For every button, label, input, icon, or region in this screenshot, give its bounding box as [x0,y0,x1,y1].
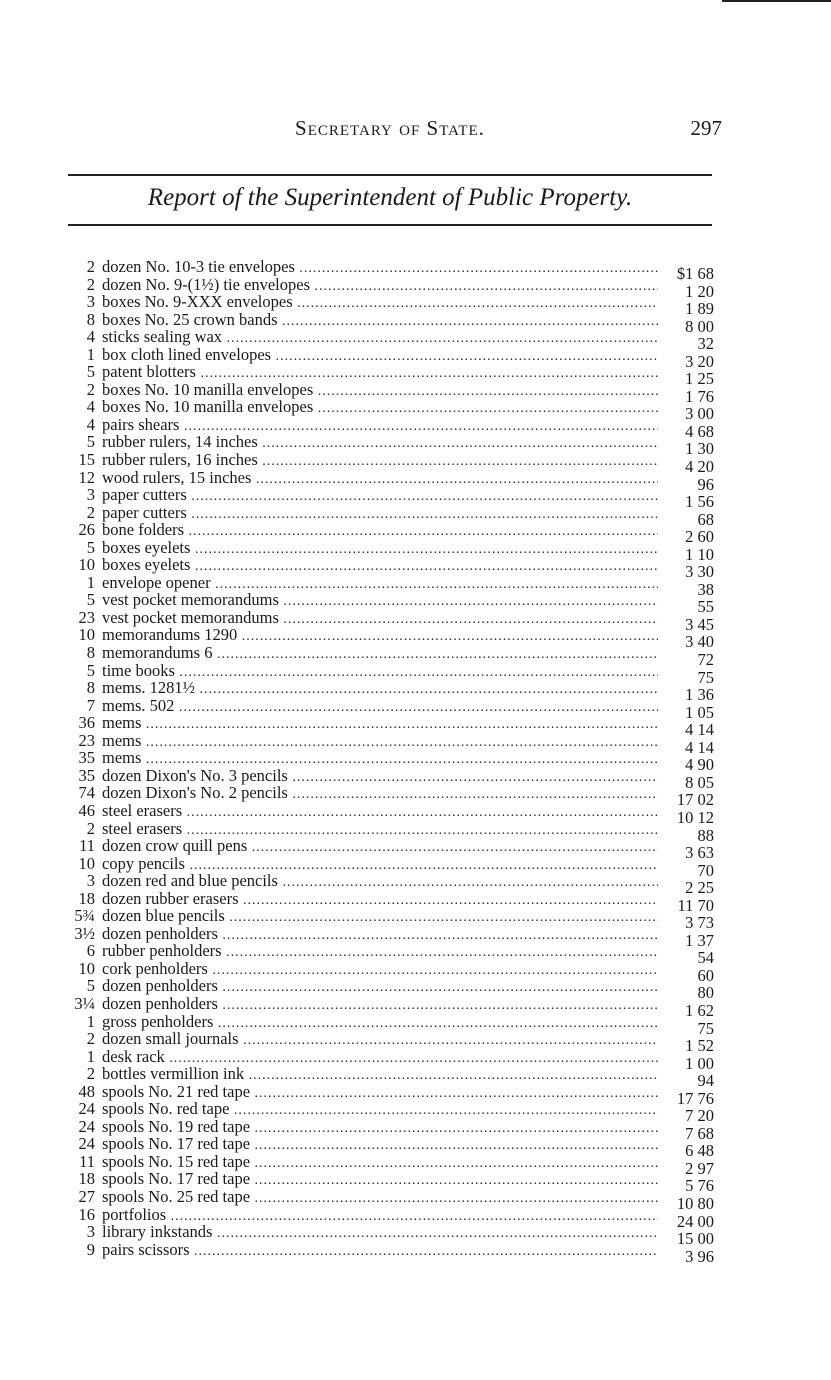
amount: 68 [697,509,714,529]
amount: 1 30 [685,439,714,459]
amount: 7 20 [685,1106,714,1126]
item-description: mems ..... [102,732,658,752]
quantity: 4 [86,414,95,434]
amount: 1 10 [685,544,714,564]
item-description: patent blotters ..... [102,363,658,383]
ledger-row [62,1222,722,1249]
quantity: 35 [78,765,95,785]
item-description: memorandums 1290 ..... [102,626,658,646]
quantity: 18 [78,888,95,908]
quantity: 3½ [74,923,95,943]
quantity: 1 [86,1046,95,1066]
amount: 1 05 [685,702,714,722]
amount: 3 40 [685,632,714,652]
amount: 8 00 [685,316,714,336]
quantity: 8 [86,643,95,663]
item-description: copy pencils ..... [102,855,658,875]
amount: 4 20 [685,457,714,477]
item-description: dozen blue pencils ..... [102,907,658,927]
quantity: 24 [78,1116,95,1136]
item-description: dozen small journals ..... [102,1030,658,1050]
amount: 17 76 [676,1088,714,1108]
page-number: 297 [690,116,722,140]
amount: 3 00 [685,404,714,424]
ledger-row [62,818,722,845]
item-description: spools No. 15 red tape ..... [102,1153,658,1173]
item-description: mems ..... [102,714,658,734]
ledger-row [62,1029,722,1056]
amount: 32 [697,334,714,354]
amount: 1 56 [685,492,714,512]
quantity: 3 [86,485,95,505]
amount: 17 02 [676,790,714,810]
quantity: 5 [86,537,95,557]
amount: 75 [697,1018,714,1038]
item-description: portfolios ..... [102,1206,658,1226]
amount: 88 [697,825,714,845]
amount: 5 76 [685,1176,714,1196]
amount: 1 62 [685,1000,714,1020]
quantity: 3 [86,292,95,312]
item-description: bone folders ..... [102,521,658,541]
item-description: rubber rulers, 14 inches ..... [102,433,658,453]
item-description: spools No. red tape ..... [102,1100,658,1120]
quantity: 2 [86,1029,95,1049]
item-description: vest pocket memorandums ..... [102,591,658,611]
item-description: time books ..... [102,662,658,682]
ledger-table [62,257,722,1266]
quantity: 1 [86,1011,95,1031]
item-description: mems. 502 ..... [102,697,658,717]
amount: 3 73 [685,913,714,933]
quantity: 5 [86,362,95,382]
amount: 96 [697,474,714,494]
quantity: 26 [78,520,95,540]
amount: 60 [697,965,714,985]
item-description: box cloth lined envelopes ..... [102,346,658,366]
item-description: mems ..... [102,749,658,769]
amount: 55 [697,597,714,617]
item-description: dozen penholders ..... [102,977,658,997]
quantity: 15 [78,450,95,470]
ledger-row [62,397,722,424]
amount: 7 68 [685,1123,714,1143]
item-description: library inkstands ..... [102,1223,658,1243]
amount: 2 60 [685,527,714,547]
header-rule-top [68,174,712,176]
quantity: 5 [86,590,95,610]
amount: 94 [697,1071,714,1091]
quantity: 23 [78,607,95,627]
amount: 3 20 [685,351,714,371]
quantity: 3¼ [74,993,95,1013]
quantity: 5 [86,976,95,996]
amount: 75 [697,667,714,687]
amount: 4 14 [685,737,714,757]
item-description: paper cutters ..... [102,486,658,506]
amount: 2 97 [685,1158,714,1178]
quantity: 35 [78,748,95,768]
quantity: 4 [86,327,95,347]
quantity: 24 [78,1099,95,1119]
amount: 15 00 [676,1229,714,1249]
quantity: 36 [78,713,95,733]
amount: 10 12 [676,807,714,827]
amount: 10 80 [676,1193,714,1213]
quantity: 10 [78,958,95,978]
top-edge-rule [722,0,831,2]
ledger-row [62,643,722,670]
quantity: 1 [86,572,95,592]
item-description: boxes No. 9-XXX envelopes ..... [102,293,658,313]
quantity: 6 [86,941,95,961]
item-description: dozen crow quill pens ..... [102,837,658,857]
amount: 4 68 [685,421,714,441]
ledger-row [62,1011,722,1038]
ledger-row [62,1204,722,1231]
item-description: bottles vermillion ink ..... [102,1065,658,1085]
ledger-row [62,625,722,652]
item-description: rubber penholders ..... [102,942,658,962]
quantity: 5 [86,432,95,452]
quantity: 48 [78,1081,95,1101]
amount: 70 [697,860,714,880]
item-description: gross penholders ..... [102,1013,658,1033]
quantity: 10 [78,555,95,575]
item-description: paper cutters ..... [102,504,658,524]
quantity: 5 [86,660,95,680]
amount: 8 05 [685,772,714,792]
item-description: desk rack ..... [102,1048,658,1068]
ledger-row [62,520,722,547]
item-description: sticks sealing wax ..... [102,328,658,348]
quantity: 2 [86,274,95,294]
header-rule-bottom [68,224,712,226]
item-description: envelope opener ..... [102,574,658,594]
quantity: 16 [78,1204,95,1224]
quantity: 5¾ [74,906,95,926]
report-title: Report of the Superintendent of Public Property. [147,184,633,211]
amount: 1 36 [685,685,714,705]
item-description: dozen Dixon's No. 2 pencils ..... [102,784,658,804]
quantity: 46 [78,800,95,820]
amount: 3 30 [685,562,714,582]
ledger-row [62,1099,722,1126]
item-description: boxes eyelets ..... [102,556,658,576]
quantity: 10 [78,853,95,873]
item-description: dozen No. 10-3 tie envelopes ..... [102,258,658,278]
item-description: dozen red and blue pencils ..... [102,872,658,892]
item-description: steel erasers ..... [102,802,658,822]
ledger-row [62,257,722,283]
quantity: 8 [86,309,95,329]
item-description: dozen Dixon's No. 3 pencils ..... [102,767,658,787]
quantity: 24 [78,1134,95,1154]
item-description: rubber rulers, 16 inches ..... [102,451,658,471]
item-description: pairs shears ..... [102,416,658,436]
item-description: dozen penholders ..... [102,995,658,1015]
quantity: 3 [86,871,95,891]
ledger-row [62,555,722,582]
item-description: mems. 1281½ ..... [102,679,658,699]
amount: 1 00 [685,1053,714,1073]
running-title: Secretary of State. [295,116,485,140]
item-description: boxes No. 25 crown bands ..... [102,311,658,331]
item-description: dozen rubber erasers ..... [102,890,658,910]
amount: 3 45 [685,614,714,634]
amount: $1 68 [676,264,714,283]
ledger-row [62,292,722,319]
amount: 1 89 [685,299,714,319]
item-description: pairs scissors ..... [102,1241,658,1261]
quantity: 18 [78,1169,95,1189]
quantity: 10 [78,625,95,645]
amount: 3 96 [685,1246,714,1266]
ledger-row [62,748,722,775]
amount: 1 76 [685,386,714,406]
item-description: boxes No. 10 manilla envelopes ..... [102,398,658,418]
quantity: 12 [78,467,95,487]
ledger-row [62,327,722,354]
item-description: boxes No. 10 manilla envelopes ..... [102,381,658,401]
amount: 54 [697,948,714,968]
item-description: wood rulers, 15 inches ..... [102,469,658,489]
quantity: 74 [78,783,95,803]
quantity: 2 [86,257,95,276]
amount: 80 [697,983,714,1003]
ledger-row [62,485,722,512]
amount: 3 63 [685,843,714,863]
quantity: 27 [78,1186,95,1206]
item-description: memorandums 6 ..... [102,644,658,664]
item-description: spools No. 25 red tape ..... [102,1188,658,1208]
amount: 11 70 [677,895,714,915]
item-description: spools No. 21 red tape ..... [102,1083,658,1103]
amount: 72 [697,650,714,670]
quantity: 7 [86,695,95,715]
item-description: spools No. 17 red tape ..... [102,1170,658,1190]
amount: 1 52 [685,1036,714,1056]
ledger-row [62,274,722,301]
quantity: 23 [78,730,95,750]
quantity: 2 [86,1064,95,1084]
item-description: dozen penholders ..... [102,925,658,945]
running-head [68,116,722,144]
item-description: spools No. 19 red tape ..... [102,1118,658,1138]
ledger-row [62,730,722,757]
amount: 1 37 [685,930,714,950]
quantity: 3 [86,1222,95,1242]
amount: 24 00 [676,1211,714,1231]
quantity: 8 [86,678,95,698]
item-description: dozen No. 9-(1½) tie envelopes ..... [102,276,658,296]
ledger-row [62,362,722,389]
quantity: 11 [79,836,95,856]
amount: 2 25 [685,878,714,898]
quantity: 2 [86,502,95,522]
quantity: 4 [86,397,95,417]
amount: 4 90 [685,755,714,775]
ledger-row [62,344,722,371]
ledger-row [62,678,722,705]
amount: 6 48 [685,1141,714,1161]
quantity: 2 [86,818,95,838]
amount: 4 14 [685,720,714,740]
quantity: 11 [79,1151,95,1171]
item-description: spools No. 17 red tape ..... [102,1135,658,1155]
amount: 1 20 [685,281,714,301]
amount: 38 [697,579,714,599]
amount: 1 25 [685,369,714,389]
item-description: boxes eyelets ..... [102,539,658,559]
quantity: 1 [86,344,95,364]
ledger-row [62,432,722,459]
item-description: vest pocket memorandums ..... [102,609,658,629]
quantity: 9 [86,1239,95,1259]
item-description: cork penholders ..... [102,960,658,980]
quantity: 2 [86,379,95,399]
item-description: steel erasers ..... [102,820,658,840]
